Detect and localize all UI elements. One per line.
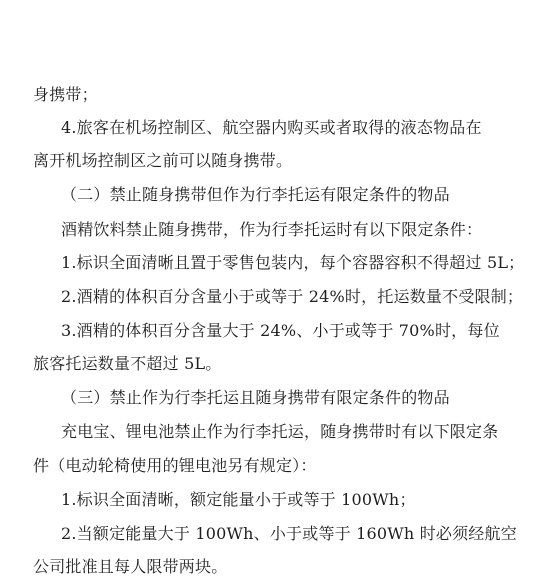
text-line-3: 离开机场控制区之前可以随身携带。 (33, 151, 293, 170)
section-heading-2: （二）禁止随身携带但作为行李托运有限定条件的物品 (61, 185, 450, 204)
text-line-8: 3.酒精的体积百分含量大于 24%、小于或等于 70%时，每位 (61, 321, 500, 340)
section-heading-3: （三）禁止作为行李托运且随身携带有限定条件的物品 (61, 388, 450, 407)
text-line-1: 身携带； (33, 85, 98, 104)
text-line-6: 1.标识全面清晰且置于零售包装内，每个容器容积不得超过 5L； (61, 253, 525, 272)
text-line-5: 酒精饮料禁止随身携带，作为行李托运时有以下限定条件： (61, 220, 483, 239)
text-line-12: 件（电动轮椅使用的锂电池另有规定）： (33, 456, 317, 475)
text-line-15: 公司批准且每人限带两块。 (33, 557, 228, 576)
text-line-2: 4.旅客在机场控制区、航空器内购买或者取得的液态物品在 (61, 118, 482, 137)
text-line-7: 2.酒精的体积百分含量小于或等于 24%时，托运数量不受限制； (61, 287, 524, 306)
text-line-9: 旅客托运数量不超过 5L。 (33, 354, 222, 373)
text-line-14: 2.当额定能量大于 100Wh、小于或等于 160Wh 时必须经航空 (61, 524, 517, 543)
text-line-13: 1.标识全面清晰，额定能量小于或等于 100Wh； (61, 490, 416, 509)
text-line-11: 充电宝、锂电池禁止作为行李托运，随身携带时有以下限定条 (61, 422, 499, 441)
